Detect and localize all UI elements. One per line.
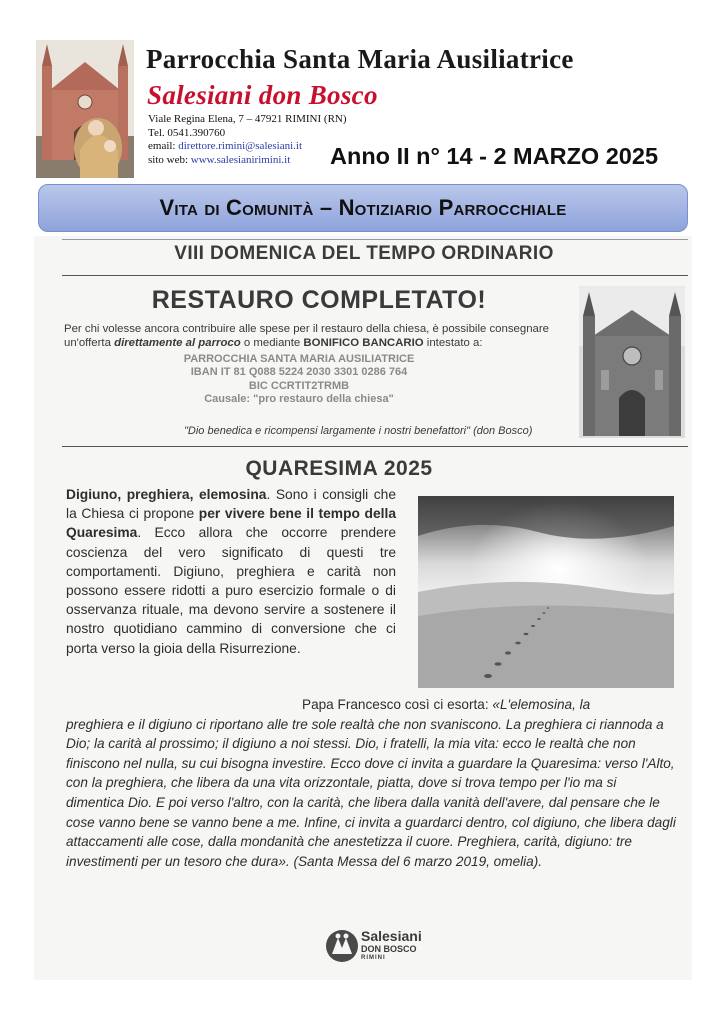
causale: Causale: "pro restauro della chiesa" xyxy=(204,393,394,406)
logo-line3: RIMINI xyxy=(361,955,386,961)
quaresima-text-part: . Sono i consigli che la Chiesa ci propone xyxy=(66,487,396,522)
church-photo xyxy=(36,40,134,178)
church-facade-photo xyxy=(579,286,685,438)
desert-footprints-photo xyxy=(418,496,674,688)
quaresima-text-part: . Ecco allora che occorre prendere coscienza del vero significato di questi tre comportamenti. Digiuno, preghiera e carità non possono essere ridotti a puro esercizio formale o di osservanza rituale, ma devono servire a sostenere il nostro quotidiano cammino di conversione che ci porta verso la gioia della Risurrezione. xyxy=(66,525,396,656)
scanned-bulletin xyxy=(34,236,692,980)
logo-text xyxy=(361,929,422,962)
telephone: Tel. 0541.390760 xyxy=(148,126,226,139)
bank-name: PARROCCHIA SANTA MARIA AUSILIATRICE xyxy=(183,353,415,365)
divider xyxy=(62,275,688,276)
address: Viale Regina Elena, 7 – 47921 RIMINI (RN) xyxy=(148,113,347,125)
quaresima-title: QUARESIMA 2025 xyxy=(245,457,433,480)
blessing-quote: "Dio benedica e ricompensi largamente i nostri benefattori" (don Bosco) xyxy=(184,425,533,437)
quote-source: (Santa Messa del 6 marzo 2019, omelia). xyxy=(289,853,543,869)
restauro-text-part: intestato a: xyxy=(423,337,483,349)
restauro-text-part: Per chi volesse ancora contribuire alle spese per il restauro della chiesa, è possibile consegnare un'offerta xyxy=(64,323,550,349)
website-link[interactable]: www.salesianirimini.it xyxy=(190,153,291,166)
logo-line1: Salesiani xyxy=(361,928,422,944)
restauro-text xyxy=(64,322,584,350)
quote-start: «L'elemosina, la xyxy=(492,697,591,712)
quaresima-bold: per vivere bene il tempo della Quaresima xyxy=(66,506,396,541)
email-link[interactable]: direttore.rimini@salesiani.it xyxy=(178,140,303,153)
web-label: sito web: xyxy=(148,153,189,166)
header xyxy=(0,0,724,180)
logo-line2: DON BOSCO xyxy=(361,944,417,954)
section-banner xyxy=(38,184,688,232)
quaresima-bold: Digiuno, preghiera, elemosina xyxy=(66,487,267,502)
bank-details xyxy=(164,353,434,407)
email-label: email: xyxy=(148,140,176,153)
order-name: Salesiani don Bosco xyxy=(147,80,378,110)
email-row xyxy=(148,140,347,154)
quote-intro: Papa Francesco così ci esorta: xyxy=(302,697,493,712)
divider xyxy=(62,446,688,447)
web-row xyxy=(148,154,347,168)
contact-info xyxy=(148,113,347,167)
restauro-text-part: o mediante xyxy=(240,337,304,349)
iban: IBAN IT 81 Q088 5224 2030 3301 0286 764 xyxy=(190,366,408,379)
restauro-title: RESTAURO COMPLETATO! xyxy=(151,286,487,314)
quaresima-paragraph xyxy=(66,485,396,658)
restauro-bonifico: BONIFICO BANCARIO xyxy=(303,337,424,349)
issue-number: Anno II n° 14 - 2 MARZO 2025 xyxy=(330,143,659,169)
quote-body: preghiera e il digiuno ci riportano alle tre sole realtà che non svaniscono. La preghiera ci riannoda a Dio; la carità al prossimo; il digiuno a noi stessi. Dio, i fratelli, la mia vita: ecco le realtà che non finiscono nel nulla, su cui bisogna investire. Ecco dove ci invita a guardare la Quaresima: verso l'Alto, con la preghiera, che libera da una vita orizzontale, piatta, dove si trova tempo per l'io ma si dimentica Dio. E poi verso l'altro, con la carità, che libera dalla vanità dell'avere, dal pensare che le cose vanno bene se vanno bene a me. Infine, ci invita a guardarci dentro, col digiuno, che libera dagli attaccamenti alle cose, dalla mondanità che anestetizza il cuore. Preghiera, carità, digiuno: tre investimenti per un tesoro che dura». xyxy=(66,716,676,869)
parish-name: Parrocchia Santa Maria Ausiliatrice xyxy=(146,44,574,74)
banner-title: Vita di Comunità – Notiziario Parrocchiale xyxy=(159,195,567,220)
divider xyxy=(62,239,688,240)
bic: BIC CCRTIT2TRMB xyxy=(248,379,350,392)
pope-quote xyxy=(66,695,676,871)
sunday-title: VIII DOMENICA DEL TEMPO ORDINARIO xyxy=(174,243,554,264)
restauro-emphasis: direttamente al parroco xyxy=(114,337,241,349)
